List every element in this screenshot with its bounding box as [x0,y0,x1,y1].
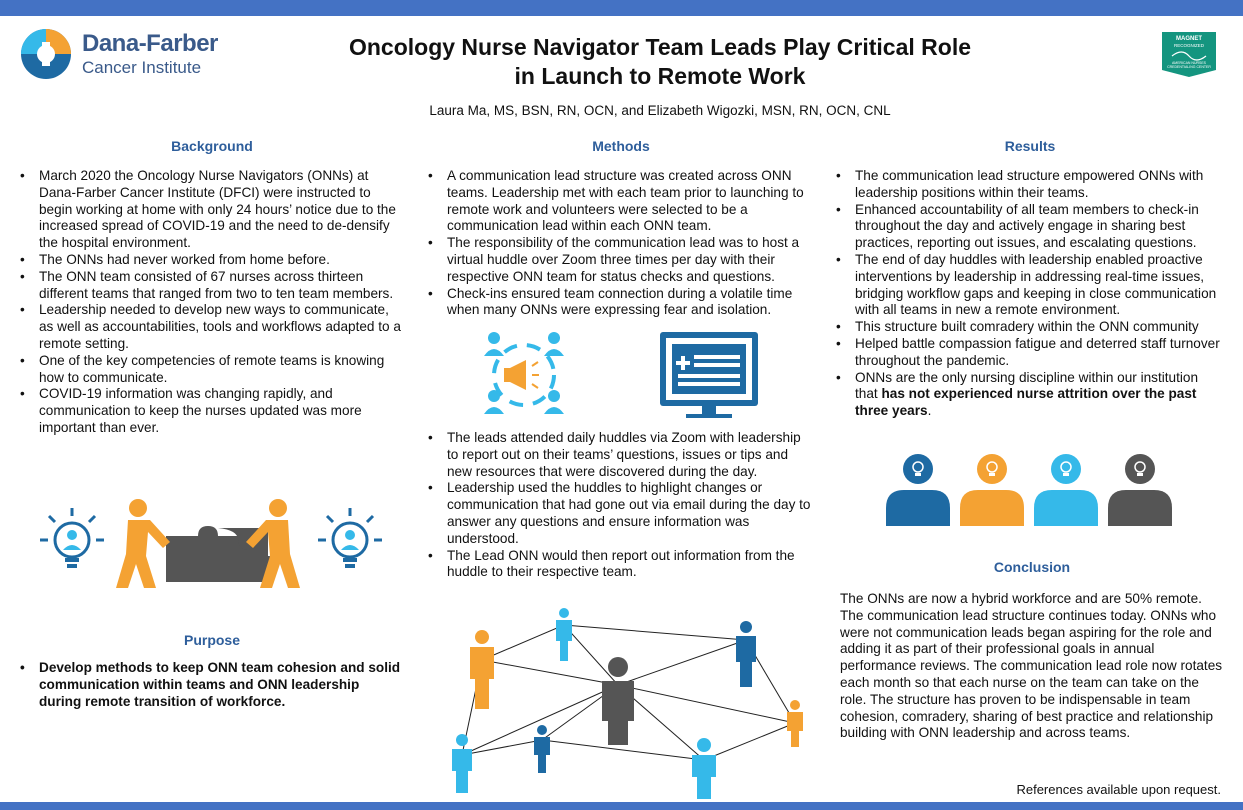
lightbulb-person-icon [40,508,104,568]
list-item: • Helped battle compassion fatigue and deterred staff turnover throughout the pandemic. [836,336,1224,370]
conclusion-text: The ONNs are now a hybrid workforce and are 50% remote. The communication lead structure continues today. ONNs who were not communication leads began aspiring for the role and adding it as part of their professional goals in annual performance reviews. The communication lead role now rotates each month so that each nurse on the team can take on the role. The structure has proven to be indispensable in team cohesion, comradery, sharing of best practice and relationship building with ONN leadership and across teams. [840,591,1223,741]
conclusion-section [840,559,1224,742]
result-emphasis: has not experienced nurse attrition over the past three years [855,386,1197,419]
list-item: • The ONN team consisted of 67 nurses across thirteen different teams that ranged from two to ten team members. [20,269,404,303]
result-text: ONNs are the only nursing discipline within our institution that [855,369,1199,402]
list-item: • The responsibility of the communication lead was to host a virtual huddle over Zoom three times per day with their respective ONN team for status checks and questions. [428,235,814,285]
list-item: • The Lead ONN would then report out information from the huddle to their respective team. [428,548,814,582]
list-item: • Check-ins ensured team connection during a volatile time when many ONNs were expressing fear and isolation. [428,286,814,320]
methods-list-bottom [428,430,814,581]
list-item [836,370,1224,420]
logo-mark-icon [20,28,72,80]
idea-person-icon [886,454,950,526]
list-item: • The leads attended daily huddles via Zoom with leadership to report out on their teams’ questions, issues or tips and new resources that were discovered during the day. [428,430,814,480]
idea-person-icon [960,454,1024,526]
top-banner-bar [0,0,1243,16]
conclusion-heading: Conclusion [993,559,1071,575]
badge-line3: AMERICAN NURSES CREDENTIALING CENTER [1167,61,1211,69]
logo-name: Dana-Farber [82,30,218,57]
title-line2: in Launch to Remote Work [514,63,806,89]
results-column [836,138,1224,420]
list-item: • The communication lead structure empowered ONNs with leadership positions within their teams. [836,168,1224,202]
list-item: • March 2020 the Oncology Nurse Navigators (ONNs) at Dana-Farber Cancer Institute (DFCI) were instructed to begin working at home with only 24 hours’ notice due to the increased spread of COVID-19 and the need to de-densify the hospital environment. [20,168,404,252]
purpose-heading: Purpose [183,632,240,648]
list-item: • This structure built comradery within the ONN community [836,319,1224,336]
magnet-recognized-badge [1160,30,1218,78]
list-item: • A communication lead structure was created across ONN teams. Leadership met with each team prior to launching to remote work and volunteers were selected to be a communication lead within each ONN team. [428,168,814,235]
collaboration-illustration [38,498,388,590]
list-item: • Enhanced accountability of all team members to check-in throughout the day and actively engage in sharing best practices, reporting out issues, and escalating questions. [836,202,1224,252]
team-megaphone-icon [484,332,564,414]
idea-people-illustration [884,450,1176,528]
result-suffix: . [927,403,932,419]
background-column [20,138,404,437]
network-people-illustration [440,605,820,800]
lightbulb-person-icon [318,508,382,568]
list-item: • One of the key competencies of remote teams is knowing how to communicate. [20,353,404,387]
title-line1: Oncology Nurse Navigator Team Leads Play Critical Role [348,34,972,60]
list-item: • Develop methods to keep ONN team cohesion and solid communication within teams and ONN leadership during remote transition of workforce. [20,660,404,710]
list-item: • The ONNs had never worked from home before. [20,252,404,269]
results-list [836,168,1224,420]
badge-line2: RECOGNIZED [1173,43,1204,48]
methods-icons [480,330,780,420]
list-item: • Leadership needed to develop new ways to communicate, as well as accountabilities, tools and workflows adapted to a remote setting. [20,302,404,352]
list-item: • Leadership used the huddles to highlight changes or communication that had gone out via email during the day to answer any questions and ensure information was understood. [428,480,814,547]
methods-continued [428,430,814,581]
list-item: • COVID-19 information was changing rapidly, and communication to keep the nurses updated was more important than ever. [20,386,404,436]
results-heading: Results [1004,138,1056,154]
methods-list-top [428,168,814,319]
purpose-list [20,660,404,710]
logo-subtitle: Cancer Institute [82,58,202,77]
monitor-document-icon [660,332,758,418]
authors: Laura Ma, MS, BSN, RN, OCN, and Elizabeth Wigozki, MSN, RN, OCN, CNL [429,103,891,118]
list-item: • The end of day huddles with leadership enabled proactive interventions by leadership in addressing real-time issues, bridging workflow gaps and keeping in close communication with all teams in new a remote environment. [836,252,1224,319]
references-note: References available upon request. [1016,782,1221,797]
dana-farber-logo [20,28,240,80]
idea-person-icon [1034,454,1098,526]
methods-heading: Methods [592,138,650,154]
badge-line1: MAGNET [1176,36,1202,42]
network-person-icons [452,608,803,799]
idea-person-icon [1108,454,1172,526]
bottom-banner-bar [0,802,1243,810]
poster-title [280,33,1040,91]
background-list [20,168,404,437]
methods-column [428,138,814,319]
puzzle-people-icon [116,499,300,588]
background-heading: Background [171,138,253,154]
purpose-section [20,632,404,710]
